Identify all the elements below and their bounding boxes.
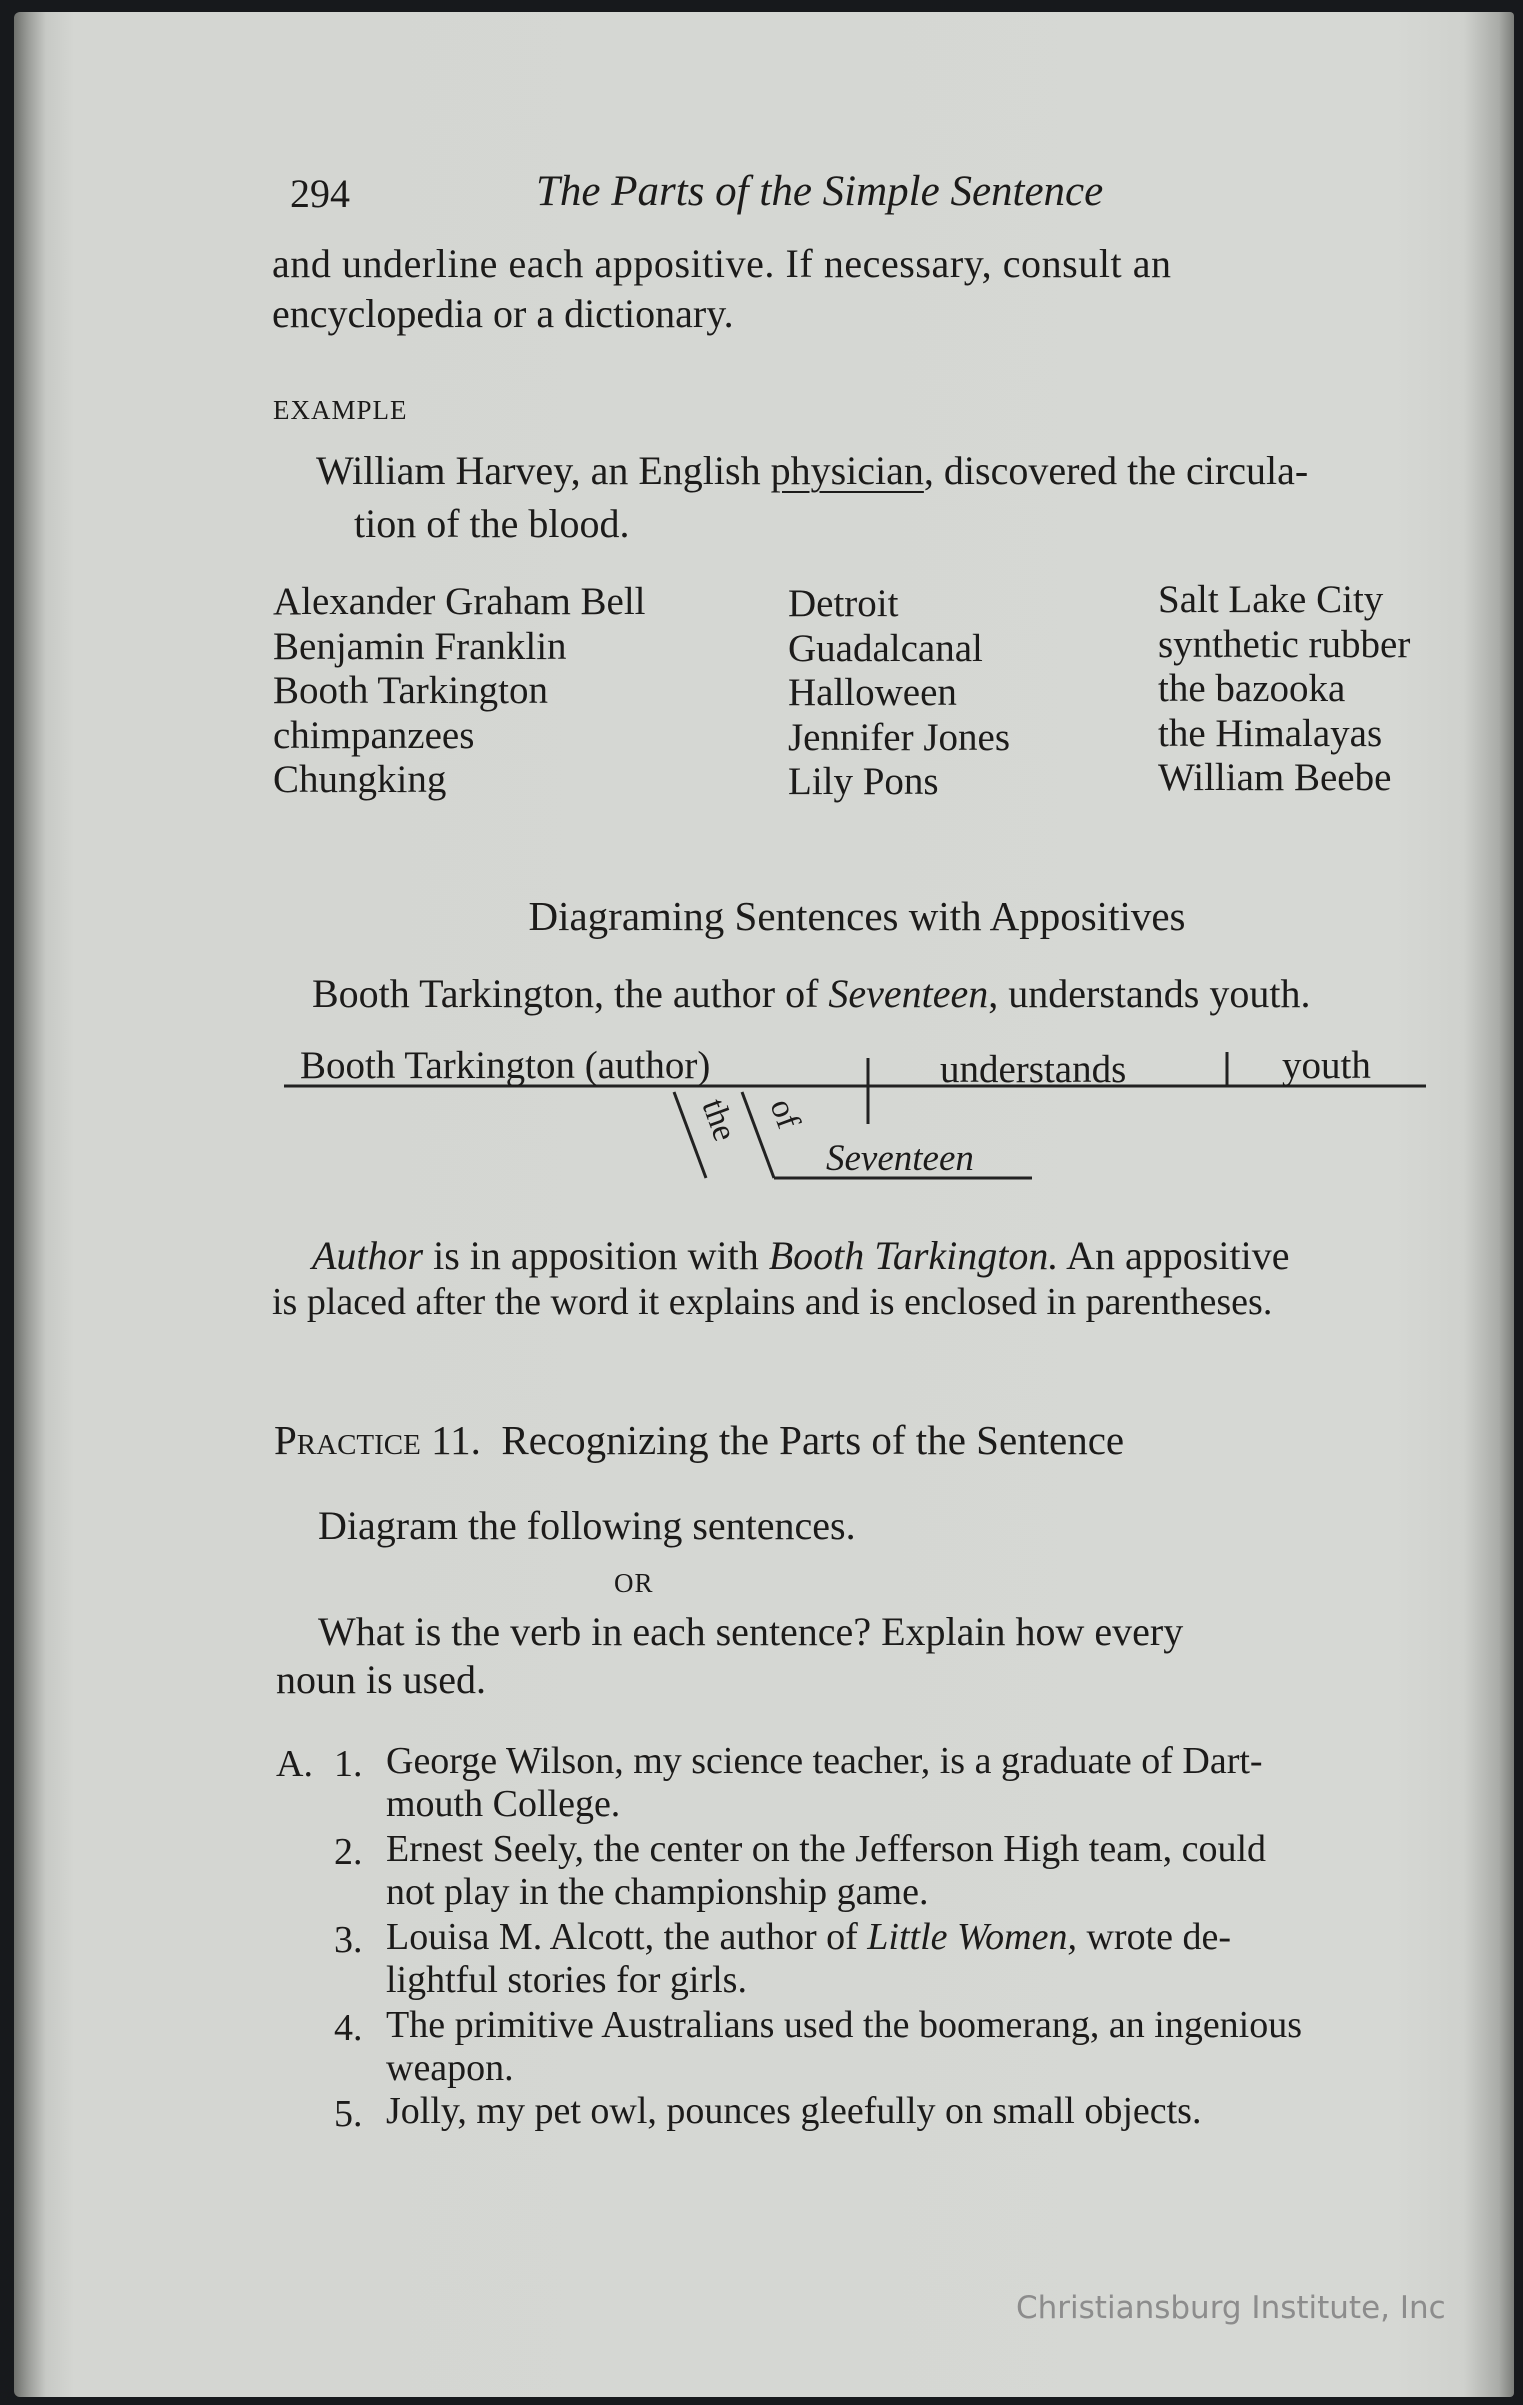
explanation-word-booth: Booth Tarkington.	[768, 1233, 1059, 1278]
item-line-1: Ernest Seely, the center on the Jefferson High team, could	[386, 1828, 1267, 1870]
explanation-word-author: Author	[312, 1233, 424, 1278]
item-number: 3.	[334, 1919, 363, 1961]
item-number: 1.	[334, 1743, 363, 1785]
list-item: Benjamin Franklin	[273, 624, 567, 668]
sentence-diagram	[14, 12, 1514, 1262]
explanation-line-1	[312, 1232, 1289, 1279]
diagram-subject: Booth Tarkington (author)	[300, 1044, 711, 1087]
item-number: 5.	[334, 2093, 363, 2135]
list-item: Halloween	[788, 671, 957, 714]
list-item: Booth Tarkington	[273, 669, 548, 712]
example-text-after: , discovered the circula-	[923, 448, 1309, 493]
explanation-mid: is in apposition with	[423, 1233, 769, 1278]
running-title: The Parts of the Simple Sentence	[536, 168, 1104, 215]
sentence-text-before: Booth Tarkington, the author of	[312, 971, 829, 1016]
group-label: A.	[276, 1743, 313, 1785]
list-item: chimpanzees	[273, 713, 475, 757]
list-item: Guadalcanal	[788, 626, 983, 670]
section-heading: Diagraming Sentences with Appositives	[528, 893, 1186, 939]
item-line-1	[386, 1916, 1231, 1959]
item-text	[386, 2004, 1302, 2090]
list-item: Alexander Graham Bell	[273, 580, 646, 623]
item-number: 4.	[334, 2007, 363, 2049]
list-item: the Himalayas	[1158, 711, 1383, 755]
item-text	[386, 1916, 1231, 2002]
page-number: 294	[290, 171, 350, 216]
sentence-italic-title: Seventeen	[828, 971, 989, 1016]
or-label: OR	[614, 1568, 654, 1598]
sentence-text-after: , understands youth.	[988, 971, 1311, 1016]
item-text-before: Louisa M. Alcott, the author of	[386, 1916, 868, 1958]
item-italic-title: Little Women,	[867, 1916, 1077, 1958]
example-label: EXAMPLE	[273, 395, 408, 425]
watermark: Christiansburg Institute, Inc	[1016, 2290, 1446, 2326]
explanation-end: An appositive	[1058, 1233, 1290, 1278]
intro-line-1: and underline each appositive. If necessary, consult an	[272, 241, 1172, 286]
list-item: Jennifer Jones	[788, 715, 1011, 759]
intro-line-2: encyclopedia or a dictionary.	[272, 291, 734, 336]
practice-instruction-2-line-1: What is the verb in each sentence? Explain how every	[318, 1609, 1184, 1654]
list-item: synthetic rubber	[1158, 622, 1411, 666]
example-text-before: William Harvey, an English	[316, 448, 771, 493]
practice-instruction-2-line-2: noun is used.	[276, 1657, 486, 1702]
diagram-modifier-of: of	[762, 1094, 807, 1134]
item-line-1: The primitive Australians used the boomerang, an ingenious	[386, 2004, 1303, 2046]
list-item: Chungking	[273, 758, 447, 801]
practice-heading	[274, 1416, 1124, 1464]
list-item: William Beebe	[1158, 756, 1392, 799]
item-text	[386, 2090, 1201, 2133]
example-sentence-line-2: tion of the blood.	[354, 501, 630, 546]
practice-label: Practice 11.	[274, 1417, 481, 1463]
diagram-object: youth	[1282, 1044, 1371, 1087]
diagram-modifier-the: the	[694, 1094, 744, 1146]
book-page	[14, 12, 1514, 2397]
item-line-1: Jolly, my pet owl, pounces gleefully on small objects.	[386, 2090, 1202, 2132]
item-line-1: George Wilson, my science teacher, is a graduate of Dart-	[386, 1740, 1263, 1782]
list-item: Salt Lake City	[1158, 578, 1384, 621]
example-underlined-appositive: physician	[770, 448, 924, 493]
list-item: Detroit	[788, 582, 899, 625]
item-line-2: not play in the championship game.	[386, 1871, 929, 1913]
diagram-preposition-object: Seventeen	[826, 1138, 974, 1179]
list-item: the bazooka	[1158, 667, 1346, 710]
practice-instruction-1: Diagram the following sentences.	[318, 1503, 856, 1548]
item-text	[386, 1740, 1263, 1826]
item-line-2: mouth College.	[386, 1783, 621, 1825]
item-line-2: lightful stories for girls.	[386, 1959, 747, 2001]
practice-title: Recognizing the Parts of the Sentence	[501, 1417, 1125, 1463]
item-text	[386, 1828, 1266, 1914]
item-line-2: weapon.	[386, 2047, 514, 2089]
explanation-line-2: is placed after the word it explains and is enclosed in parentheses.	[272, 1281, 1273, 1323]
list-item: Lily Pons	[788, 760, 939, 803]
item-text-after: wrote de-	[1076, 1916, 1232, 1958]
item-number: 2.	[334, 1831, 363, 1873]
diagram-verb: understands	[940, 1048, 1127, 1091]
